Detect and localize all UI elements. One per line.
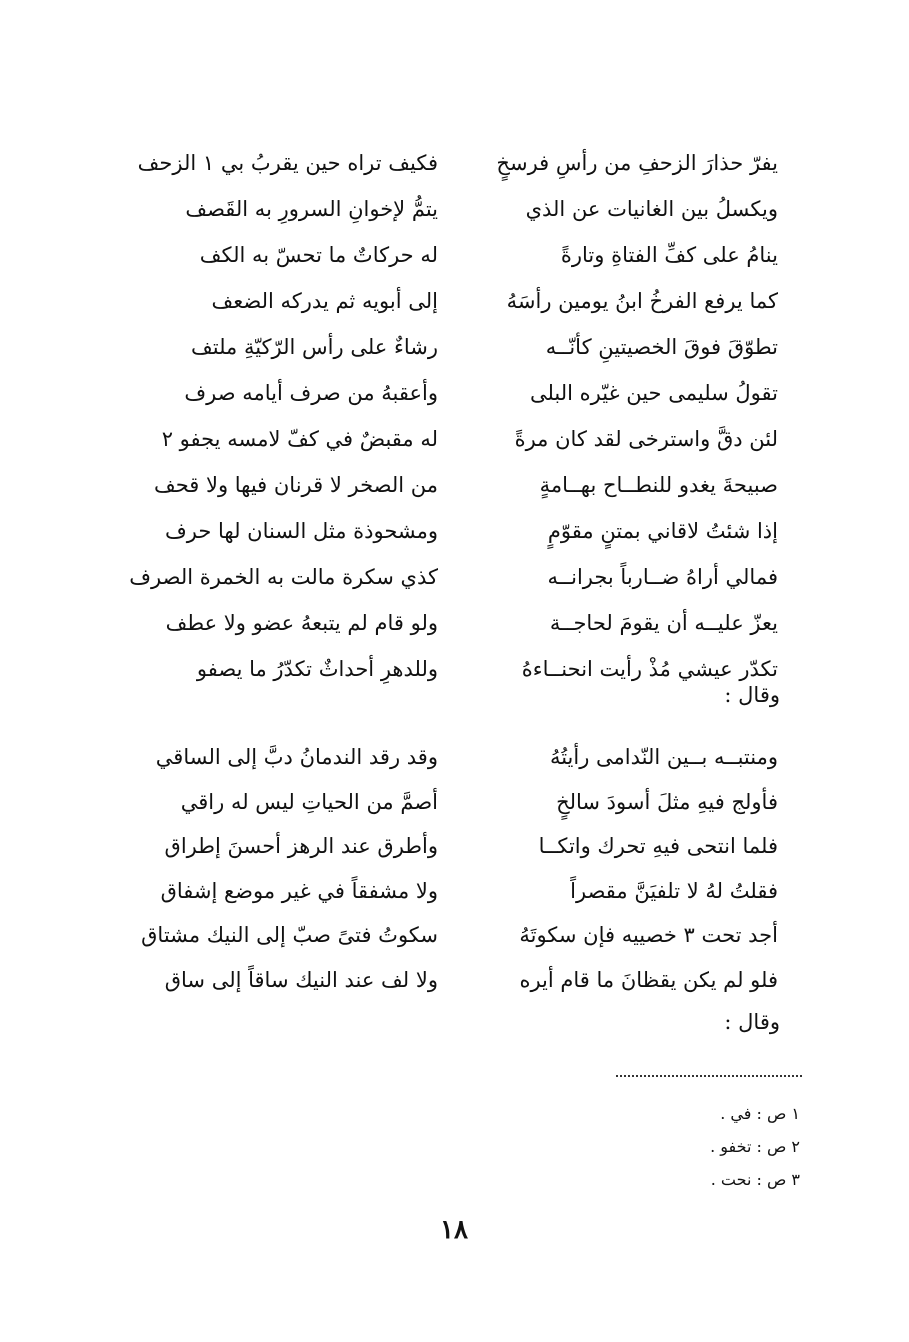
verse-first-hemistich: فمالي أراهُ ضــارباً بجرانــه — [547, 565, 778, 589]
verse-line — [128, 735, 778, 780]
section-heading-wa-qal: وقال : — [724, 683, 780, 707]
page-number: ١٨ — [440, 1215, 468, 1245]
verse-second-hemistich: أصمَّ من الحياتِ ليس له راقي — [180, 789, 438, 814]
verse-line — [128, 869, 778, 914]
footnote-divider — [616, 1075, 802, 1077]
verse-line — [128, 278, 778, 324]
verse-first-hemistich: كما يرفع الفرخُ ابنُ يومين رأسَهُ — [506, 289, 778, 313]
verse-second-hemistich: وللدهرِ أحداثٌ تكدّرُ ما يصفو — [196, 657, 438, 681]
verse-second-hemistich: له مقبضٌ في كفّ لامسه يجفو ٢ — [161, 427, 438, 451]
verse-second-hemistich: ولا مشفقاً في غير موضع إشفاق — [160, 878, 438, 903]
verse-first-hemistich: تقولُ سليمى حين غيّره البلى — [529, 381, 778, 405]
footnotes — [560, 1097, 800, 1196]
verse-first-hemistich: تكدّر عيشي مُذْ رأيت انحنــاءهُ — [521, 657, 778, 681]
footnote-1: ١ ص : في . — [720, 1104, 800, 1123]
verse-line — [128, 508, 778, 554]
verse-second-hemistich: من الصخر لا قرنان فيها ولا قحف — [153, 473, 438, 497]
verse-first-hemistich: فأولج فيهِ مثلَ أسودَ سالخٍ — [556, 789, 778, 814]
verse-second-hemistich: ولو قام لم يتبعهُ عضو ولا عطف — [165, 611, 438, 635]
verse-second-hemistich: يتمُّ لإخوانِ السرورِ به القَصف — [185, 197, 438, 221]
verse-line — [128, 913, 778, 958]
verse-first-hemistich: ينامُ على كفِّ الفتاةِ وتارةً — [560, 243, 778, 267]
verse-first-hemistich: فقلتُ لهُ لا تلفيَنَّ مقصراً — [570, 878, 778, 903]
verse-line — [128, 554, 778, 600]
verse-first-hemistich: لئن دقَّ واسترخى لقد كان مرةً — [514, 427, 778, 451]
verse-first-hemistich: يفرّ حذارَ الزحفِ من رأسِ فرسخٍ — [496, 151, 778, 175]
verse-second-hemistich: إلى أبويه ثم يدركه الضعف — [211, 289, 438, 313]
verse-second-hemistich: ومشحوذة مثل السنان لها حرف — [164, 519, 438, 543]
verse-second-hemistich: وأطرق عند الرهز أحسنَ إطراق — [164, 834, 438, 858]
footnote-2: ٢ ص : تخفو . — [710, 1137, 800, 1156]
verse-second-hemistich: ولا لف عند النيك ساقاً إلى ساق — [164, 967, 438, 992]
verse-line — [128, 140, 778, 186]
poem-first — [128, 140, 778, 692]
verse-line — [128, 370, 778, 416]
verse-line — [128, 780, 778, 825]
verse-first-hemistich: صبيحةَ يغدو للنطــاح بهــامةٍ — [539, 473, 778, 497]
verse-second-hemistich: فكيف تراه حين يقربُ بي ١ الزحف — [137, 151, 438, 175]
verse-line — [128, 462, 778, 508]
verse-first-hemistich: إذا شئتُ لاقاني بمتنٍ مقوّمٍ — [547, 519, 778, 543]
verse-line — [128, 232, 778, 278]
verse-second-hemistich: وأعقبهُ من صرف أيامه صرف — [184, 381, 438, 405]
verse-first-hemistich: فلو لم يكن يقظانَ ما قام أيره — [519, 967, 778, 992]
verse-line — [128, 600, 778, 646]
verse-second-hemistich: كذي سكرة مالت به الخمرة الصرف — [129, 565, 438, 589]
verse-first-hemistich: ويكسلُ بين الغانيات عن الذي — [525, 197, 778, 221]
verse-first-hemistich: يعزّ عليــه أن يقومَ لحاجــة — [549, 611, 778, 635]
verse-line — [128, 324, 778, 370]
verse-second-hemistich: رشاءٌ على رأس الرّكيّةِ ملتف — [191, 335, 438, 359]
verse-second-hemistich: وقد رقد الندمانُ دبَّ إلى الساقي — [155, 745, 438, 769]
poem-second — [128, 735, 778, 1002]
verse-line — [128, 186, 778, 232]
section-heading-wa-qal: وقال : — [724, 1010, 780, 1034]
verse-first-hemistich: تطوّقَ فوقَ الخصيتينِ كأنّــه — [545, 335, 778, 359]
verse-first-hemistich: أجد تحت ٣ خصييه فإن سكوتَهُ — [519, 923, 778, 947]
verse-line — [128, 958, 778, 1003]
verse-line — [128, 824, 778, 869]
verse-line — [128, 416, 778, 462]
verse-second-hemistich: له حركاتٌ ما تحسّ به الكف — [199, 243, 438, 267]
verse-first-hemistich: ومنتبــه بــين النّدامى رأيتُهُ — [549, 745, 778, 769]
verse-second-hemistich: سكوتُ فتىً صبّ إلى النيك مشتاق — [141, 923, 438, 947]
verse-first-hemistich: فلما انتحى فيهِ تحرك واتكــا — [538, 834, 778, 858]
footnote-3: ٣ ص : نحت . — [710, 1170, 800, 1189]
